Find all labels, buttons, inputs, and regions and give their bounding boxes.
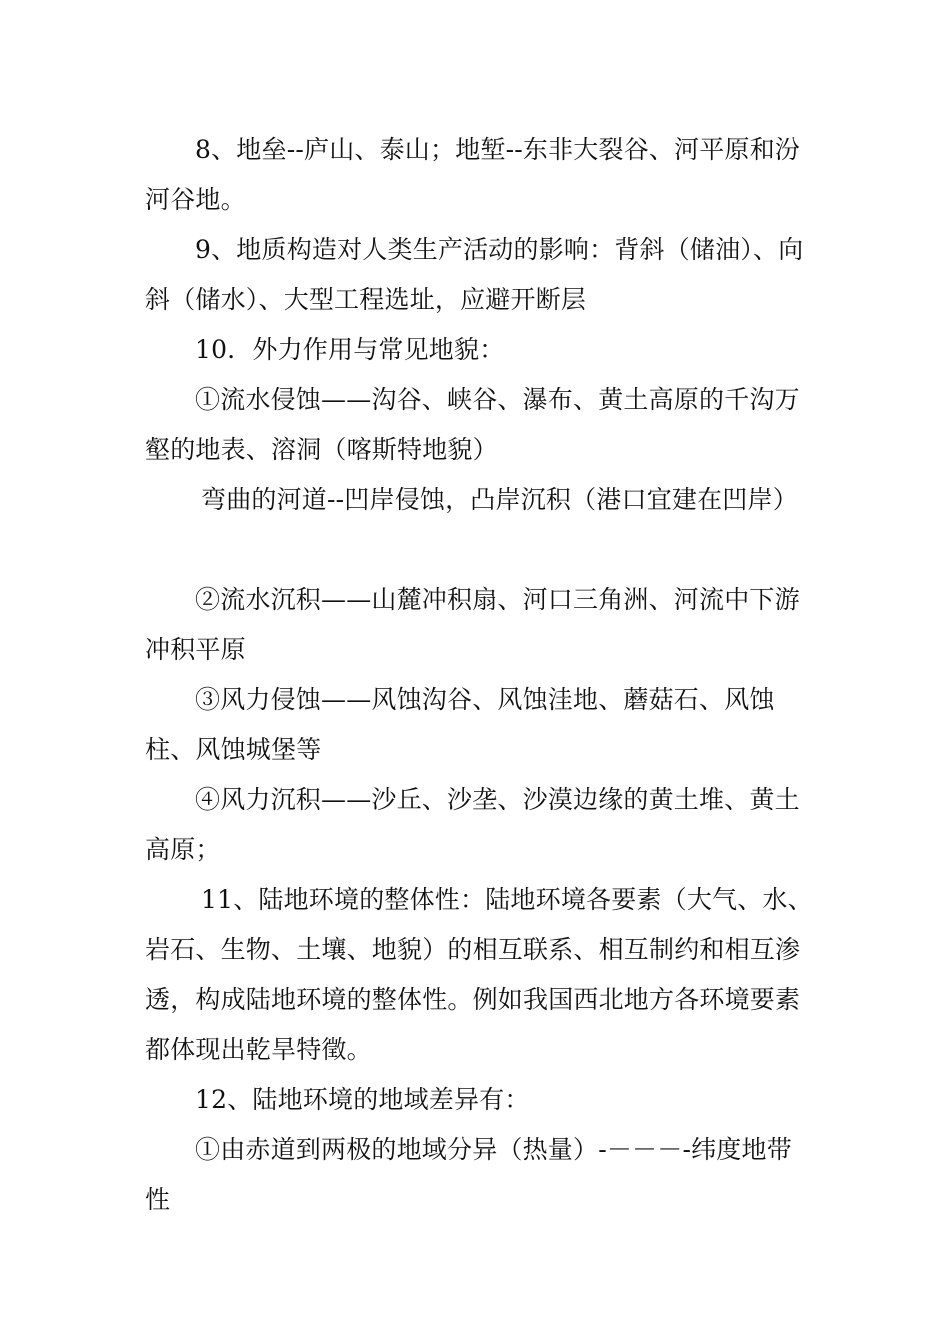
- paragraph-meander-river: 弯曲的河道--凹岸侵蚀，凸岸沉积（港口宜建在凹岸）: [201, 485, 798, 514]
- list-item-water-erosion: ①流水侵蚀——沟谷、峡谷、瀑布、黄土高原的千沟万壑的地表、溶洞（喀斯特地貌）: [145, 385, 800, 464]
- paragraph-external-forces: 10．外力作用与常见地貌：: [195, 335, 505, 364]
- paragraph-land-integrity: 11、陆地环境的整体性：陆地环境各要素（大气、水、岩石、生物、土壤、地貌）的相互联系、相互制约和相互渗透，构成陆地环境的整体性。例如我国西北地方各环境要素都体现出乾旱特徵。: [145, 885, 813, 1064]
- list-item-wind-erosion: ③风力侵蚀——风蚀沟谷、风蚀洼地、蘑菇石、风蚀柱、风蚀城堡等: [145, 685, 775, 764]
- list-item-wind-deposition: ④风力沉积——沙丘、沙垄、沙漠边缘的黄土堆、黄土高原；: [145, 785, 800, 864]
- list-item-water-deposition: ②流水沉积——山麓冲积扇、河口三角洲、河流中下游冲积平原: [145, 585, 800, 664]
- paragraph-geologic-structure: 9、地质构造对人类生产活动的影响：背斜（储油）、向斜（储水）、大型工程选址，应避开断层: [145, 235, 804, 314]
- paragraph-regional-difference: 12、陆地环境的地域差异有：: [195, 1085, 530, 1114]
- paragraph-horst-graben: 8、地垒--庐山、泰山；地堑--东非大裂谷、河平原和汾河谷地。: [145, 135, 801, 214]
- list-item-latitudinal-zonality: ①由赤道到两极的地域分异（热量）-－－－-纬度地带性: [145, 1135, 792, 1214]
